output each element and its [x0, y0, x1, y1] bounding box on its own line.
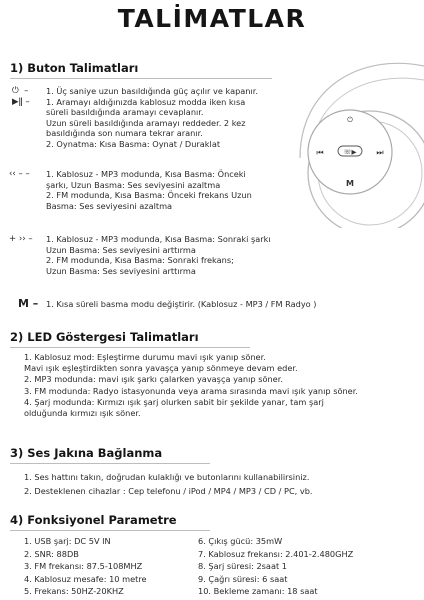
section-1-heading: 1) Buton Talimatları — [10, 61, 139, 75]
divider — [10, 463, 210, 464]
power-icon: ⏻ — [347, 116, 353, 124]
prev-icon: ⏮ — [316, 148, 324, 157]
parameters-right: 6. Çıkış gücü: 35mW 7. Kablosuz frekansı: 2.401-2.480GHZ 8. Şarj süresi: 2saat 1 9. Çağrı süresi: 6 saat 10. Bekleme zamanı: 18 saat — [198, 536, 354, 597]
play-pause-icon: ☏▶ — [343, 148, 357, 156]
play-pause-icon: ▶ǁ – — [12, 96, 30, 107]
parameters-left: 1. USB şarj: DC 5V IN 2. SNR: 88DB 3. FM frekansı: 87.5-108MHZ 4. Kablosuz mesafe: 10 metre 5. Frekans: 50HZ-20KHZ — [24, 536, 147, 597]
page-title: TALİMATLAR — [117, 4, 307, 33]
divider — [10, 347, 250, 348]
power-symbols — [12, 86, 30, 107]
prev-volume-down-icon: ‹‹ – – — [9, 169, 30, 179]
section-2-heading: 2) LED Göstergesi Talimatları — [10, 330, 199, 344]
mode-instruction: 1. Kısa süreli basma modu değiştirir. (Kablosuz - MP3 / FM Radyo ) — [46, 299, 317, 309]
mode-symbol: M – — [18, 297, 39, 310]
audio-jack-instructions: 1. Ses hattını takın, doğrudan kulaklığı ve butonlarını kullanabilirsiniz. 2. Desteklenen cihazlar : Cep telefonu / iPod / MP4 / MP3 / CD / PC, vb. — [24, 472, 313, 496]
prev-instructions: 1. Kablosuz - MP3 modunda, Kısa Basma: Önceki şarkı, Uzun Basma: Ses seviyesini azaltma 2. FM modunda, Kısa Basma: Önceki frekans Uzun Basma: Ses seviyesini azaltma — [46, 169, 252, 211]
section-3-heading: 3) Ses Jakına Bağlanma — [10, 446, 163, 460]
power-instructions: 1. Üç saniye uzun basıldığında güç açılır ve kapanır. 1. Aramayı aldığınızda kablosuz modda iken kısa süreli basıldığında aramayı cevaplanır. Uzun süreli basıldığında aramayı reddeder. 2 kez basıldığında son numara tekrar aranır. 2. Oynatma: Kısa Basma: Oynat / Duraklat — [46, 86, 258, 149]
headphone-illustration — [270, 48, 424, 228]
next-volume-up-icon: + ›› – — [9, 234, 33, 244]
led-instructions: 1. Kablosuz mod: Eşleştirme durumu mavi ışık yanıp söner. Mavi ışık eşleştirdikten sonra yavaşça yanıp sönmeye devam eder. 2. MP3 modunda: mavi ışık şarkı çalarken yavaşça yanıp söner. 3. FM modunda: Radyo istasyonunda veya arama sırasında mavi ışık yanıp söner. 4. Şarj modunda: Kırmızı ışık şarj olurken sabit bir şekilde yanar, tam şarj olduğunda kırmızı ışık söner. — [24, 352, 358, 419]
next-instructions: 1. Kablosuz - MP3 modunda, Kısa Basma: Sonraki şarkı Uzun Basma: Ses seviyesini arttırma 2. FM modunda, Kısa Basma: Sonraki frekans; Uzun Basma: Ses seviyesini arttırma — [46, 234, 271, 276]
divider — [10, 78, 272, 79]
divider — [10, 530, 210, 531]
next-icon: ⏭ — [376, 148, 384, 157]
power-icon: ⏻ – — [12, 86, 29, 96]
section-4-heading: 4) Fonksiyonel Parametre — [10, 513, 177, 527]
mode-label: M — [346, 179, 354, 188]
